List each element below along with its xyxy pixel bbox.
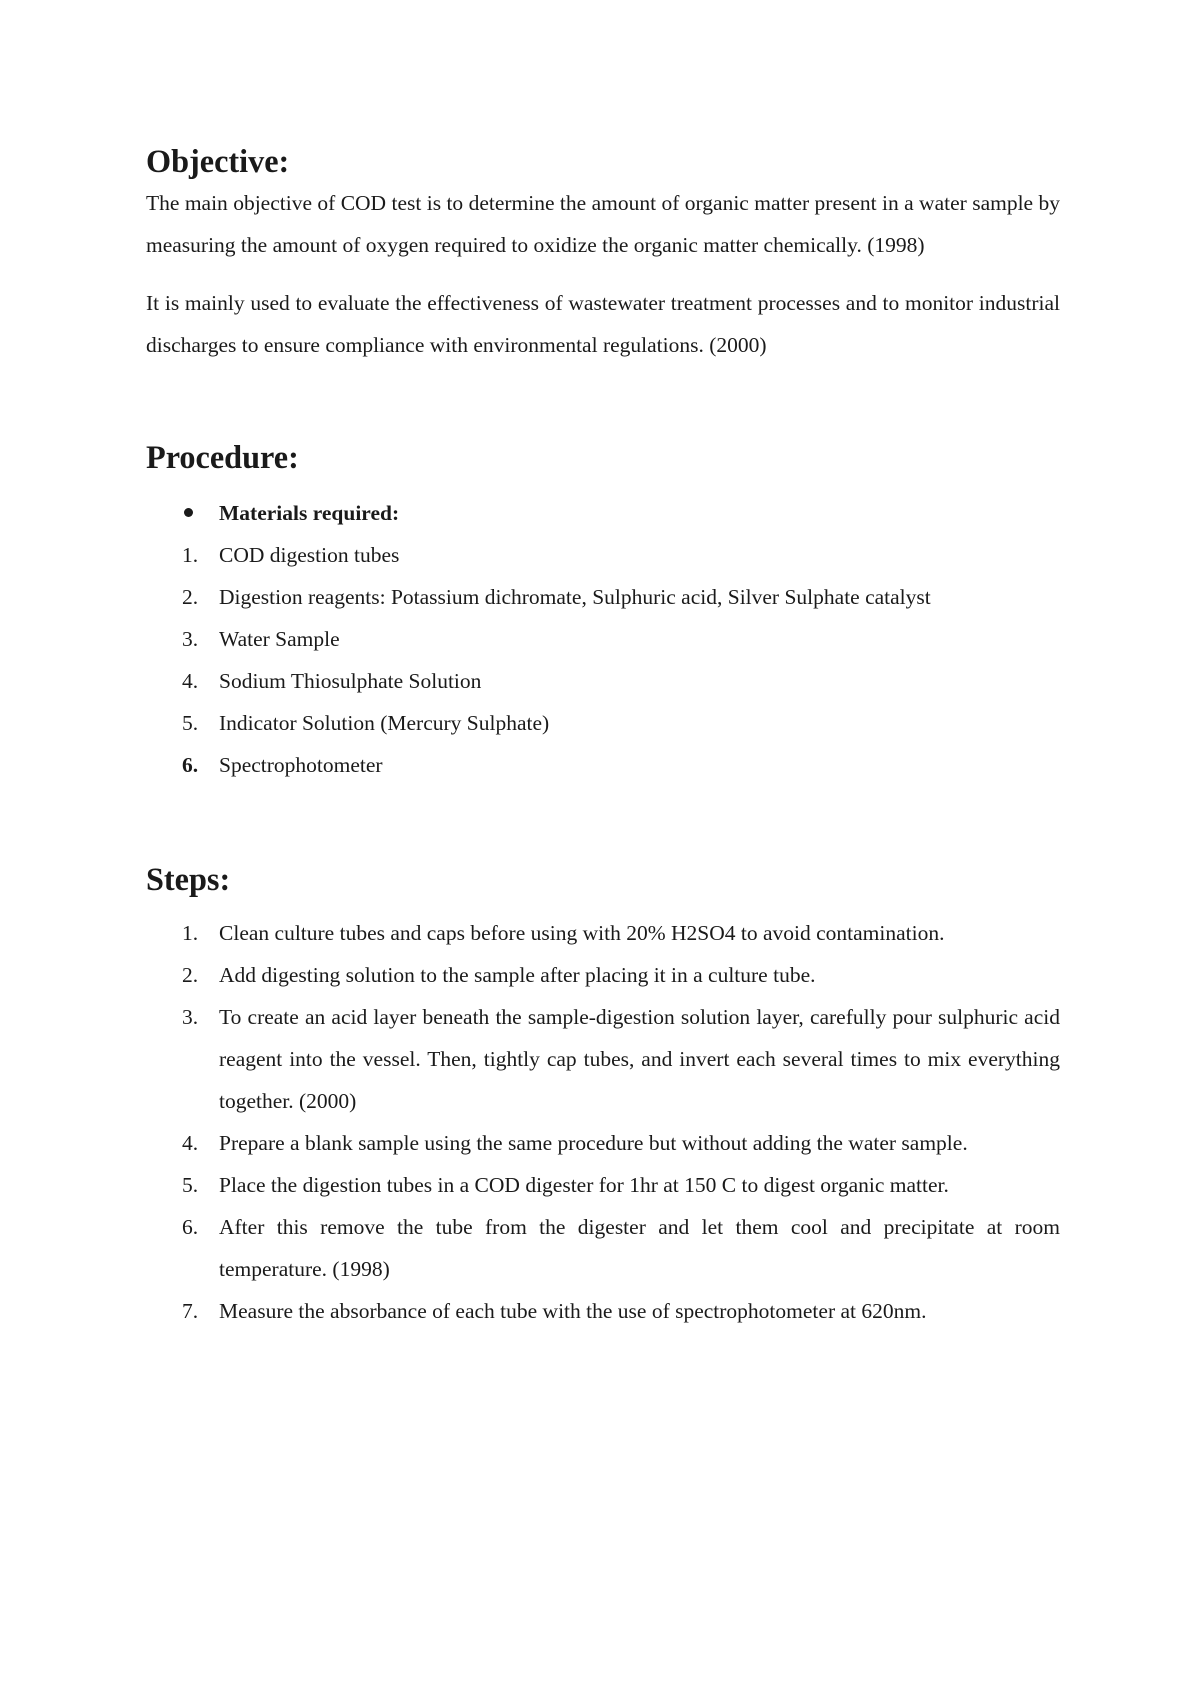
objective-heading: Objective: — [146, 143, 290, 179]
objective-paragraph-1: The main objective of COD test is to determine the amount of organic matter present in a water sample by measuring the amount of oxygen required to oxidize the organic matter chemically. (1998) — [146, 191, 1060, 257]
list-text: Clean culture tubes and caps before using with 20% H2SO4 to avoid contamination. — [219, 921, 945, 945]
list-text: Water Sample — [219, 627, 340, 651]
list-number: 4. — [182, 669, 199, 693]
list-number: 1. — [182, 921, 199, 945]
list-text: To create an acid layer beneath the sample-digestion solution layer, carefully pour sulphuric acid reagent into the vessel. Then, tightly cap tubes, and invert each several times to mix everything together. (2000) — [219, 1005, 1060, 1113]
steps-list — [146, 912, 1060, 1332]
objective-paragraph-2: It is mainly used to evaluate the effectiveness of wastewater treatment processes and to monitor industrial discharges to ensure compliance with environmental regulations. (2000) — [146, 291, 1060, 357]
list-number: 7. — [182, 1299, 199, 1323]
list-number: 4. — [182, 1131, 199, 1155]
bullet-icon — [184, 508, 193, 517]
materials-heading-label: Materials required: — [219, 501, 400, 525]
steps-heading: Steps: — [146, 861, 231, 897]
list-text: After this remove the tube from the digester and let them cool and precipitate at room temperature. (1998) — [219, 1215, 1060, 1281]
list-item — [146, 1206, 1060, 1290]
list-text: COD digestion tubes — [219, 543, 400, 567]
list-item — [146, 912, 1060, 954]
list-number: 5. — [182, 711, 199, 735]
list-item — [146, 660, 1060, 702]
list-item — [146, 996, 1060, 1122]
list-text: Place the digestion tubes in a COD digester for 1hr at 150 C to digest organic matter. — [219, 1173, 949, 1197]
list-text: Sodium Thiosulphate Solution — [219, 669, 482, 693]
list-number: 6. — [182, 753, 199, 777]
list-number: 1. — [182, 543, 199, 567]
materials-heading — [146, 492, 1060, 534]
list-number: 5. — [182, 1173, 199, 1197]
list-item — [146, 1290, 1060, 1332]
list-number: 3. — [182, 627, 199, 651]
list-text: Measure the absorbance of each tube with the use of spectrophotometer at 620nm. — [219, 1299, 927, 1323]
list-item — [146, 702, 1060, 744]
document-page — [146, 140, 1060, 1332]
list-item — [146, 1122, 1060, 1164]
list-item — [146, 576, 1060, 618]
list-item — [146, 954, 1060, 996]
list-text: Indicator Solution (Mercury Sulphate) — [219, 711, 550, 735]
list-text: Digestion reagents: Potassium dichromate, Sulphuric acid, Silver Sulphate catalyst — [219, 585, 931, 609]
list-text: Spectrophotometer — [219, 753, 383, 777]
list-number: 6. — [182, 1215, 199, 1239]
list-number: 2. — [182, 585, 199, 609]
procedure-heading: Procedure: — [146, 439, 299, 475]
list-number: 2. — [182, 963, 199, 987]
list-item — [146, 1164, 1060, 1206]
list-item — [146, 618, 1060, 660]
materials-list — [146, 534, 1060, 786]
list-item — [146, 744, 1060, 786]
list-item — [146, 534, 1060, 576]
list-number: 3. — [182, 1005, 199, 1029]
list-text: Prepare a blank sample using the same procedure but without adding the water sample. — [219, 1131, 968, 1155]
list-text: Add digesting solution to the sample after placing it in a culture tube. — [219, 963, 816, 987]
